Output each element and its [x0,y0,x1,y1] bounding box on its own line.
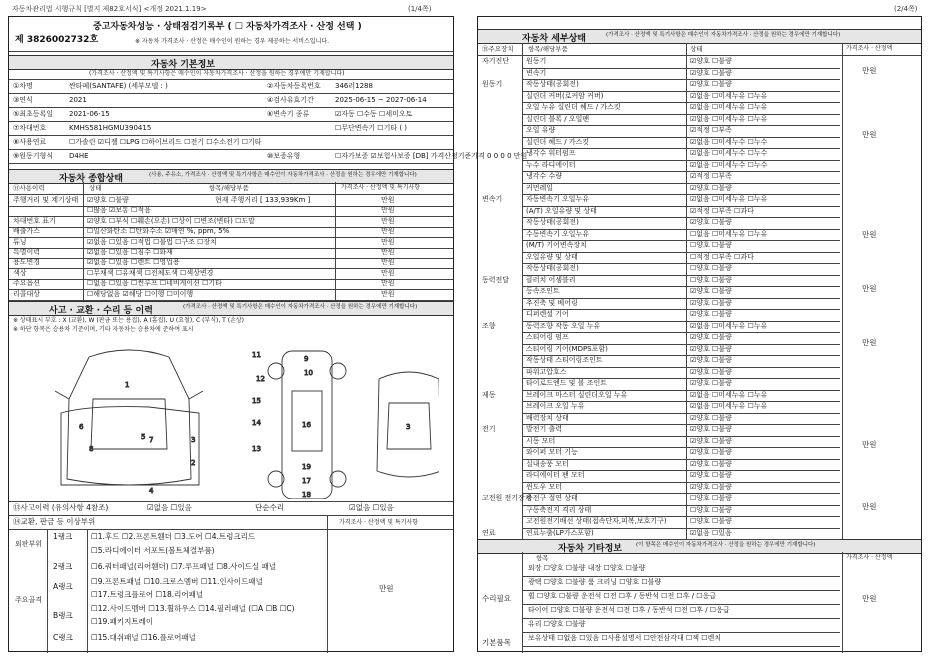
part-13: 13 [252,445,261,453]
other-row-1: 광택 ☐양호 ☐불량 룸 크리닝 ☐양호 ☐불량 [528,578,662,586]
other-title: 자동차 기타정보 [558,544,622,554]
detail-row-16-cell-1: (M/T) 기어변속장치 [526,241,587,249]
detail-row-21-cell-2: ☑양호 ☐불량 [690,298,732,307]
detail-row-19-cell-2: ☐양호 ☐불량 [690,275,732,284]
detail-row-36-cell-1: 라디에이터 팬 모터 [526,471,585,479]
detail-row-2-cell-0: 원동기 [482,80,503,88]
basic-row-1-cell-0: ③연식 [13,96,33,104]
rank-b-label: B랭크 [53,611,73,620]
basic-row-2-cell-0: ⑤최초등록일 [13,110,54,118]
price-transmission: 만원 [862,230,877,239]
summary-row-9-cell-0: 리콜대상 [13,289,41,298]
rank-1-items-2: ☐5.라디에이터 서포트(볼트체결부품) [91,546,215,555]
document-subtitle: ※ 자동차 가격조사 · 산정은 매수인이 원하는 경우 제공하는 서비스입니다. [135,38,330,45]
basic-items-label: 기본품목 [482,638,511,647]
detail-row-23-cell-0: 조향 [482,321,496,330]
accident-history-label: ⑬사고이력 (유의사항 4참조) [13,503,109,512]
basic-row-1-cell-1: 2021 [69,96,87,104]
detail-row-37-cell-1: 윈도우 모터 [526,482,563,491]
rank-c-items: ☐15.대쉬패널 ☐16.플로어패널 [91,633,196,642]
summary-row-8-cell-1: ☐없음 ☐있음 ☐썬루프 ☐네비게이션 ☐기타 [87,279,222,288]
summary-row-1-cell-1: ☐많음 ☑보통 ☐적음 [87,206,151,215]
summary-row-5-cell-1: ☑없음 ☐있음 ☐침수 ☐화재 [87,248,173,256]
part-17: 17 [302,477,311,485]
price-high-voltage: 만원 [862,502,877,511]
part-15: 15 [252,397,261,405]
detail-row-0-cell-2: ☑양호 ☐불량 [690,57,732,65]
detail-row-17-cell-2: ☐적정 ☐부족 ☐과다 [690,252,754,261]
detail-row-29-cell-0: 제동 [482,390,496,399]
part-6: 6 [79,423,84,431]
price-self-diagnosis: 만원 [862,66,877,75]
part-14: 14 [252,419,261,427]
basic-row-5-cell-3: ☐자가보증 ☑보험사보증 [DB] 가격산정기준가격 0 0 0 0 만원 [335,152,528,160]
detail-row-0-cell-0: 자기진단 [482,57,510,65]
summary-row-0-cell-2: 현재 주행거리 [ 133,939Km ] [215,196,311,204]
summary-row-4-cell-0: 튜닝 [13,237,27,246]
detail-row-19-cell-0: 동력전달 [482,275,510,284]
accident-note: (가격조사 · 산정액 및 특기사항은 매수인이 자동차가격조사 · 산정을 원하는 경우에만 기재합니다) [183,304,418,310]
col-price: 가격조사 · 산정액 및 특기사항 [341,184,421,191]
legend-note: ※ 하단 항목은 승용차 기준이며, 기타 자동차는 승용차에 준하여 표시 [13,326,194,333]
exchange-label: ⑭교환, 판금 등 이상부위 [13,517,96,526]
summary-note: (사용, 주유소, 가격조사 · 산정액 및 특기사항은 매수인이 자동차가격조사 · 산정을 원하는 경우에만 기재합니다) [149,172,417,178]
detail-row-35-cell-2: ☑양호 ☐불량 [690,459,732,468]
detail-row-10-cell-2: ☑적정 ☐부족 [690,172,732,180]
detail-row-0-cell-1: 원동기 [526,57,547,65]
rank-c-label: C랭크 [53,633,73,642]
basic-row-5-cell-0: ⑨원동기형식 [13,152,54,160]
part-18: 18 [302,491,311,499]
summary-row-4-cell-3: 만원 [381,237,395,246]
col-status: 상태 [690,45,703,53]
exchange-price-label: 가격조사 · 산정액 및 특기사항 [339,519,419,526]
detail-row-13-cell-1: (A/T) 오일유량 및 상태 [526,206,597,215]
simple-repair-value: ☑없음 ☐있음 [349,503,394,512]
detail-row-30-cell-1: 브레이크 오일 누유 [526,402,585,410]
detail-row-23-cell-2: ☑없음 ☐미세누유 ☐누유 [690,321,768,330]
part-4: 4 [149,487,154,495]
detail-row-9-cell-2: ☑없음 ☐미세누수 ☐누수 [690,160,768,169]
accident-history-value: ☑없음 ☐있음 [147,503,192,512]
detail-row-3-cell-1: 실린더 커버(로커암 커버) [526,91,604,100]
rank-a-items-2: ☐17.트렁크플로어 ☐18.리어패널 [91,590,204,599]
detail-row-17-cell-1: 오일유량 및 상태 [526,252,578,261]
accident-title: 사고 · 교환 · 수리 등 이력 [49,306,153,316]
detail-row-38-cell-1: 충전구 절연 상태 [526,494,578,502]
detail-row-21-cell-1: 추진축 및 베어링 [526,298,578,307]
col-part: 항목/해당부품 [528,45,568,53]
summary-row-5-cell-0: 특별이력 [13,248,41,256]
detail-row-32-cell-2: ☑양호 ☐불량 [690,425,732,433]
detail-row-13-cell-2: ☑적정 ☐부족 ☐과다 [690,206,754,215]
detail-row-16-cell-2: ☐양호 ☐불량 [690,241,732,249]
detail-row-26-cell-1: 작동상태 스티어링조인트 [526,356,603,364]
summary-row-0-cell-0: 주행거리 및 계기상태 [13,196,79,204]
detail-row-28-cell-2: ☑양호 ☐불량 [690,379,732,387]
summary-row-9-cell-3: 만원 [381,289,395,298]
simple-repair-label: 단순수리 [255,503,284,512]
part-5: 5 [141,433,146,441]
detail-row-35-cell-1: 실내송풍 모터 [526,459,569,468]
detail-row-26-cell-2: ☑양호 ☐불량 [690,356,732,364]
other-note: (이 항목은 매수인이 자동차가격조사 · 산정을 원하는 경우에만 기재합니다) [636,542,816,548]
part-12: 12 [256,375,265,383]
detail-row-28-cell-1: 타이로드엔드 및 볼 조인트 [526,379,608,387]
basic-info-note: (가격조사 · 산정액 및 특기사항은 매수인이 자동차가격조사 · 산정을 원하는 경우에만 기재합니다) [89,70,345,77]
part-9: 9 [304,355,309,363]
detail-row-8-cell-1: 냉각수 워터펌프 [526,149,576,157]
page-number-left: (1/4쪽) [408,5,432,13]
detail-row-29-cell-1: 브레이크 마스터 실린더오일 누유 [526,390,628,399]
part-11: 11 [252,351,261,359]
col-item: 항목/해당부품 [209,184,249,192]
price-electric: 만원 [862,440,877,449]
part-1: 1 [125,381,130,389]
basic-row-0-cell-2: ②자동차등록번호 [267,82,321,90]
detail-row-31-cell-2: ☑양호 ☐불량 [690,413,732,422]
detail-row-6-cell-2: ☑적정 ☐부족 [690,126,732,134]
detail-row-27-cell-1: 파워고압호스 [526,367,567,376]
detail-row-18-cell-1: 작동상태(공회전) [526,264,579,272]
detail-row-4-cell-2: ☑없음 ☐미세누유 ☐누유 [690,103,768,111]
detail-row-11-cell-1: 커먼레일 [526,183,554,192]
detail-row-8-cell-2: ☑없음 ☐미세누수 ☐누수 [690,149,768,157]
detail-note: (가격조사 · 산정액 및 특기사항은 매수인이 자동차가격조사 · 산정을 원하는 경우에만 기재합니다) [606,32,841,38]
detail-row-25-cell-2: ☑양호 ☐불량 [690,344,732,353]
detail-row-31-cell-1: 배력장치 상태 [526,413,569,422]
detail-row-39-cell-1: 구동축전지 격리 상태 [526,505,592,514]
basic-row-0-cell-1: 싼타페(SANTAFE) (세부모델 : ) [69,82,168,90]
detail-row-12-cell-0: 변속기 [482,195,503,203]
summary-row-7-cell-1: ☐무채색 ☐유채색 ☐전체도색 ☐색상변경 [87,268,214,277]
rank-1-items: ☐1.후드 ☐2.프론트휀더 ☐3.도어 ☐4.트렁크리드 [91,532,256,541]
basic-row-1-cell-2: ④검사유효기간 [267,96,314,104]
detail-row-23-cell-1: 동력조향 작동 오일 누유 [526,321,601,330]
summary-title: 자동차 종합상태 [59,174,123,184]
detail-row-15-cell-1: 수동변속기 오일누유 [526,229,590,238]
summary-row-9-cell-1: ☐해당없음 ☑해당 ☐이행 ☐미이행 [87,289,194,298]
detail-row-40-cell-1: 고전원전기배선 상태(접속단자,피복,보호기구) [526,517,667,525]
basic-row-4-cell-1: ☐가솔린 ☑디젤 ☐LPG ☐하이브리드 ☐전기 ☐수소전기 ☐기타 [69,138,262,146]
basic-row-2-cell-1: 2021-06-15 [69,110,110,118]
rear-view [377,372,439,477]
detail-row-37-cell-2: ☑양호 ☐불량 [690,482,732,491]
page-number-right: (2/4쪽) [894,5,918,13]
detail-row-33-cell-2: ☑양호 ☐불량 [690,436,732,445]
summary-row-2-cell-0: 차대번호 표기 [13,216,56,225]
basic-row-1-cell-3: 2025-06-15 ~ 2027-06-14 [335,96,427,104]
rank-1-label: 1랭크 [53,532,73,541]
basic-row-5-cell-1: D4HE [69,152,89,160]
summary-row-1-cell-3: 만원 [381,206,395,215]
detail-row-30-cell-2: ☑없음 ☐미세누유 ☐누유 [690,402,768,410]
summary-row-7-cell-0: 색상 [13,268,27,277]
part-rear: 3 [406,423,411,431]
outer-label: 외판부위 [15,540,43,548]
front-view [55,350,203,485]
detail-row-14-cell-2: ☑양호 ☐불량 [690,218,732,226]
other-row-2: 휠 ☐양호 ☐불량 운전석 ☐전 ☐후 / 동반석 ☐전 ☐후 / ☐응급 [528,592,717,600]
summary-row-8-cell-0: 주요옵션 [13,279,41,288]
part-7: 7 [149,436,154,444]
detail-title: 자동차 세부상태 [522,34,586,44]
detail-row-29-cell-2: ☑없음 ☐미세누유 ☐누유 [690,390,768,399]
detail-row-7-cell-1: 실린더 헤드 / 가스킷 [526,137,590,146]
law-reference: 자동차관리법 시행규칙 [별지 제82호서식] <개정 2021.1.19> [12,5,207,13]
summary-row-6-cell-1: ☑없음 ☐있음 ☐렌트 ☐영업용 [87,258,180,267]
basic-row-3-cell-1: KMHS581HGMU390415 [69,124,152,132]
inspection-page-2 [477,16,922,652]
detail-row-41-cell-0: 연료 [482,528,496,537]
other-col-item: 항목 [536,554,549,562]
detail-row-4-cell-1: 오일 누유 실린더 헤드 / 가스킷 [526,103,621,111]
detail-row-20-cell-2: ☑양호 ☐불량 [690,287,732,295]
detail-row-14-cell-1: 작동상태(공회전) [526,218,579,226]
detail-row-41-cell-2: ☑없음 ☐있음 [690,528,732,537]
detail-row-3-cell-2: ☑없음 ☐미세누유 ☐누유 [690,91,768,100]
price-steering: 만원 [862,338,877,347]
basic-row-2-cell-3: ☑자동 ☐수동 ☐세미오토 [335,110,413,118]
detail-row-10-cell-1: 냉각수 수량 [526,172,563,180]
detail-row-34-cell-1: 와이퍼 모터 기능 [526,448,578,456]
basic-row-2-cell-2: ⑥변속기 종류 [267,110,310,118]
rank-a-items: ☐9.프론트패널 ☐10.크로스멤버 ☐11.인사이드패널 [91,577,263,586]
detail-row-38-cell-0: 고전원 전기장치 [482,494,532,502]
detail-row-1-cell-1: 변속기 [526,68,547,77]
detail-row-5-cell-2: ☑없음 ☐미세누유 ☐누유 [690,114,768,123]
summary-row-0-cell-3: 만원 [381,196,395,204]
summary-row-3-cell-0: 배출가스 [13,227,41,236]
col-usage: ⑪사용이력 [13,184,45,192]
part-2: 2 [191,459,196,467]
detail-row-22-cell-2: ☑양호 ☐불량 [690,310,732,318]
basic-row-5-cell-2: ⑩보증유형 [267,152,301,160]
detail-row-5-cell-1: 실린더 블록 / 오일팬 [526,114,590,123]
part-10: 10 [304,369,313,377]
detail-row-34-cell-2: ☑양호 ☐불량 [690,448,732,456]
detail-row-6-cell-1: 오일 유량 [526,126,556,134]
other-row-3: 타이어 ☐양호 ☐불량 운전석 ☐전 ☐후 / 동반석 ☐전 ☐후 / ☐응급 [528,606,730,614]
detail-row-39-cell-2: ☐양호 ☐불량 [690,505,732,514]
summary-row-5-cell-3: 만원 [381,248,395,256]
detail-row-20-cell-1: 등속조인트 [526,287,560,295]
price-powertrain: 만원 [862,284,877,293]
detail-row-2-cell-2: ☑양호 ☐불량 [690,80,732,88]
main-frame-label: 주요골격 [15,596,43,604]
repair-needed-label: 수리필요 [482,594,511,603]
detail-row-25-cell-1: 스티어링 기어(MDPS포함) [526,344,608,353]
basic-row-3-cell-0: ⑦차대번호 [13,124,47,132]
document-number: 제 3826002732호 [15,35,99,45]
detail-row-33-cell-1: 시동 모터 [526,436,556,445]
other-price: 만원 [862,594,877,603]
summary-row-4-cell-1: ☑없음 ☐있음 ☐적법 ☐불법 ☐구조 ☐장치 [87,237,217,246]
basic-info-title: 자동차 기본정보 [151,60,215,70]
detail-row-18-cell-2: ☐양호 ☐불량 [690,264,732,272]
detail-row-15-cell-2: ☐없음 ☐미세누유 ☐누유 [690,229,768,238]
detail-row-9-cell-1: 누수 라디에이터 [526,160,576,169]
detail-row-32-cell-1: 발전기 출력 [526,425,563,433]
summary-row-6-cell-0: 용도변경 [13,258,41,267]
summary-row-8-cell-3: 만원 [381,279,395,288]
vehicle-diagram [49,339,439,499]
exchange-price: 만원 [379,584,394,593]
col-state: 상태 [89,184,102,192]
detail-row-12-cell-1: 자동변속기 오일누유 [526,195,590,203]
detail-row-2-cell-1: 작동상태(공회전) [526,80,579,88]
rank-b-items: ☐12.사이드멤버 ☐13.휠하우스 ☐14.필러패널 (☐A ☐B ☐C) [91,604,295,613]
detail-row-40-cell-2: ☐양호 ☐불량 [690,517,732,525]
part-3: 3 [191,436,196,444]
basic-row-4-cell-0: ⑧사용연료 [13,138,47,146]
detail-row-22-cell-1: 디퍼렌셜 기어 [526,310,569,318]
basic-row-3-cell-3: ☐무단변속기 ☐기타 ( ) [335,124,408,132]
detail-row-19-cell-1: 클러치 어셈블리 [526,275,576,284]
part-19: 19 [302,463,311,471]
detail-row-41-cell-1: 연료누출(LP가스포함) [526,528,594,537]
basic-row-0-cell-0: ①차명 [13,82,33,90]
other-col-price: 가격조사 · 산정액 [846,554,893,561]
detail-row-1-cell-2: ☑양호 ☐불량 [690,68,732,77]
summary-row-7-cell-3: 만원 [381,268,395,277]
part-16: 16 [302,421,311,429]
basic-row-0-cell-3: 346러1288 [335,82,373,90]
summary-row-6-cell-3: 만원 [381,258,395,267]
rank-2-items: ☐6.쿼터패널(리어휀더) ☐7.루프패널 ☐8.사이드실 패널 [91,562,277,571]
detail-row-27-cell-2: ☑양호 ☐불량 [690,367,732,376]
col-detail-price: 가격조사 · 산정액 [846,45,893,52]
detail-row-7-cell-2: ☑없음 ☐미세누수 ☐누수 [690,137,768,146]
rank-2-label: 2랭크 [53,562,73,571]
detail-row-38-cell-2: ☐양호 ☐불량 [690,494,732,502]
summary-row-2-cell-1: ☑양호 ☐부식 ☐훼손(오손) ☐상이 ☐변조(변타) ☐도말 [87,216,255,225]
detail-row-11-cell-2: ☑양호 ☐불량 [690,183,732,192]
summary-row-2-cell-3: 만원 [381,216,395,225]
rank-a-label: A랭크 [53,582,73,591]
part-8: 8 [89,445,94,453]
detail-row-24-cell-2: ☑양호 ☐불량 [690,333,732,341]
detail-row-24-cell-1: 스티어링 펌프 [526,333,569,341]
other-row-0: 외장 ☐양호 ☐불량 내장 ☐양호 ☐불량 [528,564,646,572]
price-engine: 만원 [862,130,877,139]
summary-row-0-cell-1: ☑양호 ☐불량 [87,196,129,204]
rank-b-items-2: ☐19.패키지트레이 [91,617,154,626]
detail-row-32-cell-0: 전기 [482,425,496,433]
document-title: 중고자동차성능 · 상태점검기록부 ( ☐ 자동차가격조사 · 산정 선택 ) [93,22,362,32]
legend-codes: ※ 상태표시 부호 : X (교환), W (판금 또는 용접), A (흠집), U (요철), C (부식), T (손상) [13,317,245,324]
detail-row-12-cell-2: ☑없음 ☐미세누유 ☐누유 [690,195,768,203]
summary-row-3-cell-1: ☐일산화탄소 ☐탄화수소 ☑매연 %, ppm, 5% [87,227,230,236]
other-row-5: 보유상태 ☐없음 ☐있음 ☐사용설명서 ☐안전삼각대 ☐잭 ☐렌치 [528,634,722,642]
other-row-4: 유리 ☐양호 ☐불량 [528,620,586,628]
detail-row-36-cell-2: ☑양호 ☐불량 [690,471,732,479]
col-device: ⑮주요장치 [482,45,514,53]
summary-row-3-cell-3: 만원 [381,227,395,236]
frame-view [252,351,346,499]
